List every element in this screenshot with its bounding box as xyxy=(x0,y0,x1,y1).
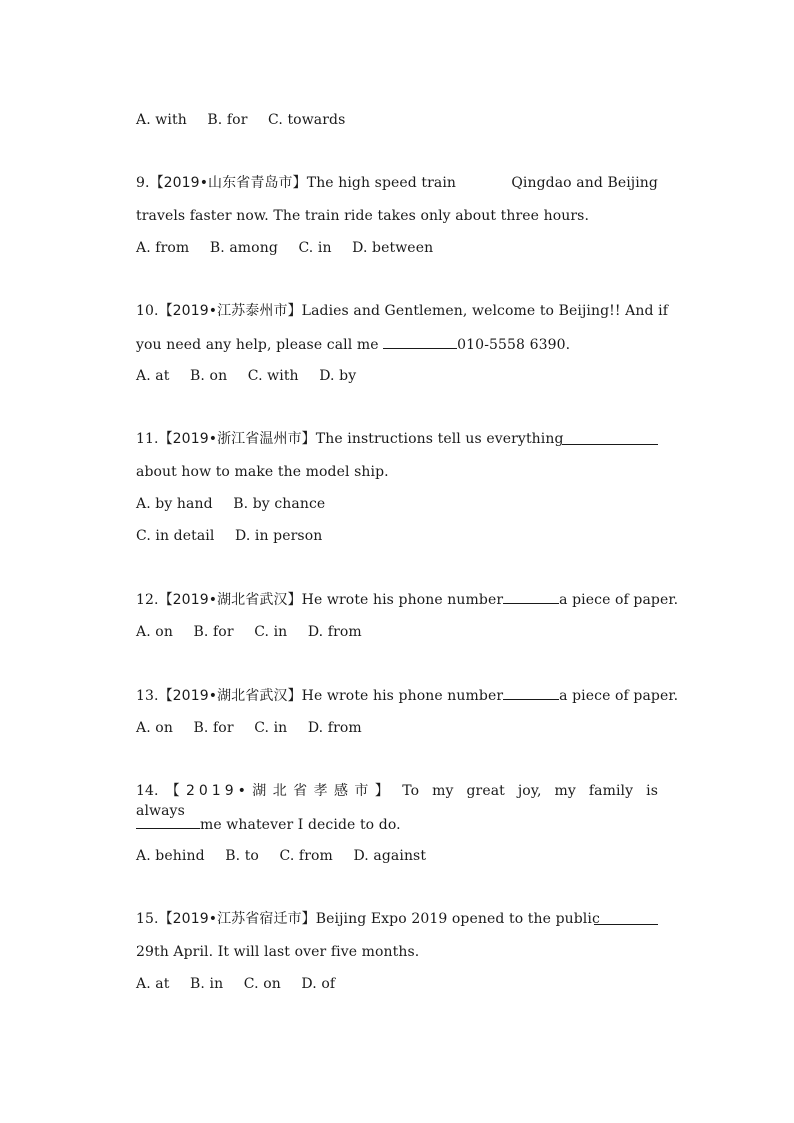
q14-option-a: A. behind xyxy=(136,848,205,864)
q14-options xyxy=(136,846,658,866)
q11-line1: The instructions tell us everything xyxy=(315,431,564,447)
q14-line1: To my great joy, my family is always xyxy=(136,783,658,819)
q13-stem xyxy=(136,685,679,705)
q10-stem-line1 xyxy=(136,301,668,321)
q12-text-b: a piece of paper. xyxy=(559,592,679,608)
q14-option-c: C. from xyxy=(279,848,333,864)
q10-option-b: B. on xyxy=(190,368,228,384)
q10-option-a: A. at xyxy=(136,368,170,384)
q11-stem-line1 xyxy=(136,429,658,449)
q8-option-b: B. for xyxy=(207,112,248,128)
q13-option-b: B. for xyxy=(193,720,234,736)
answer-blank xyxy=(562,430,658,445)
q14-option-b: B. to xyxy=(225,848,259,864)
q15-option-a: A. at xyxy=(136,976,170,992)
answer-blank xyxy=(503,685,559,700)
q12-text-a: He wrote his phone number xyxy=(301,592,504,608)
q15-options xyxy=(136,974,658,994)
q9-option-b: B. among xyxy=(209,240,278,256)
q8-options xyxy=(136,110,658,130)
q13-text-b: a piece of paper. xyxy=(559,688,679,704)
q13-option-c: C. in xyxy=(254,720,288,736)
q10-option-d: D. by xyxy=(319,368,357,384)
q11-options-row1 xyxy=(136,494,658,514)
q15-line1: Beijing Expo 2019 opened to the public xyxy=(315,911,600,927)
q15-option-b: B. in xyxy=(190,976,224,992)
q13-option-d: D. from xyxy=(307,720,362,736)
q9-stem-line2: travels faster now. The train ride takes only about three hours. xyxy=(136,208,590,224)
q12-option-d: D. from xyxy=(307,624,362,640)
q10-number: 10. xyxy=(136,303,159,319)
q10-line2-a: you need any help, please call me xyxy=(136,337,384,353)
q14-number: 14. xyxy=(136,783,159,799)
q11-source: 【2019•浙江省温州市】 xyxy=(158,431,316,447)
q9-options xyxy=(136,238,658,258)
q12-source: 【2019•湖北省武汉】 xyxy=(158,592,302,608)
q10-option-c: C. with xyxy=(247,368,299,384)
q11-option-d: D. in person xyxy=(235,528,323,544)
q12-option-b: B. for xyxy=(193,624,234,640)
q14-option-d: D. against xyxy=(353,848,427,864)
q12-options xyxy=(136,622,658,642)
q11-stem-line2: about how to make the model ship. xyxy=(136,464,389,480)
q14-stem-line2 xyxy=(136,814,658,834)
q11-option-b: B. by chance xyxy=(233,496,326,512)
q13-text-a: He wrote his phone number xyxy=(301,688,504,704)
q8-option-c: C. towards xyxy=(268,112,346,128)
q11-number: 11. xyxy=(136,431,159,447)
q9-stem-line1 xyxy=(136,173,658,193)
q13-number: 13. xyxy=(136,688,159,704)
answer-blank xyxy=(383,334,457,349)
answer-blank xyxy=(503,589,559,604)
q13-source: 【2019•湖北省武汉】 xyxy=(158,688,302,704)
q9-text-a: The high speed train xyxy=(306,175,457,191)
q15-stem-line1 xyxy=(136,909,658,929)
answer-blank xyxy=(594,910,658,925)
q9-option-d: D. between xyxy=(352,240,434,256)
q10-options xyxy=(136,366,658,386)
answer-blank xyxy=(136,814,200,829)
q14-source: 【2019•湖北省孝感市】 xyxy=(165,783,396,799)
q9-option-a: A. from xyxy=(136,240,190,256)
q15-option-d: D. of xyxy=(301,976,336,992)
q9-option-c: C. in xyxy=(298,240,332,256)
q10-line1: Ladies and Gentlemen, welcome to Beijing!! And if xyxy=(301,303,668,319)
q8-option-a: A. with xyxy=(136,112,187,128)
q10-stem-line2 xyxy=(136,334,658,354)
q14-stem-line1 xyxy=(136,781,658,819)
q15-source: 【2019•江苏省宿迁市】 xyxy=(158,911,316,927)
q15-number: 15. xyxy=(136,911,159,927)
q15-stem-line2: 29th April. It will last over five months. xyxy=(136,944,420,960)
q13-option-a: A. on xyxy=(136,720,173,736)
q12-stem xyxy=(136,589,679,609)
q12-option-c: C. in xyxy=(254,624,288,640)
q14-line2: me whatever I decide to do. xyxy=(200,817,401,833)
q15-option-c: C. on xyxy=(243,976,281,992)
q9-source: 【2019•山东省青岛市】 xyxy=(149,175,307,191)
q11-options-row2 xyxy=(136,526,658,546)
q11-option-a: A. by hand xyxy=(136,496,213,512)
q9-number: 9. xyxy=(136,175,150,191)
q10-source: 【2019•江苏泰州市】 xyxy=(158,303,302,319)
q12-option-a: A. on xyxy=(136,624,173,640)
q11-option-c: C. in detail xyxy=(136,528,215,544)
q9-text-b: Qingdao and Beijing xyxy=(511,175,658,191)
q12-number: 12. xyxy=(136,592,159,608)
q10-line2-b: 010-5558 6390. xyxy=(457,337,571,353)
q13-options xyxy=(136,718,658,738)
